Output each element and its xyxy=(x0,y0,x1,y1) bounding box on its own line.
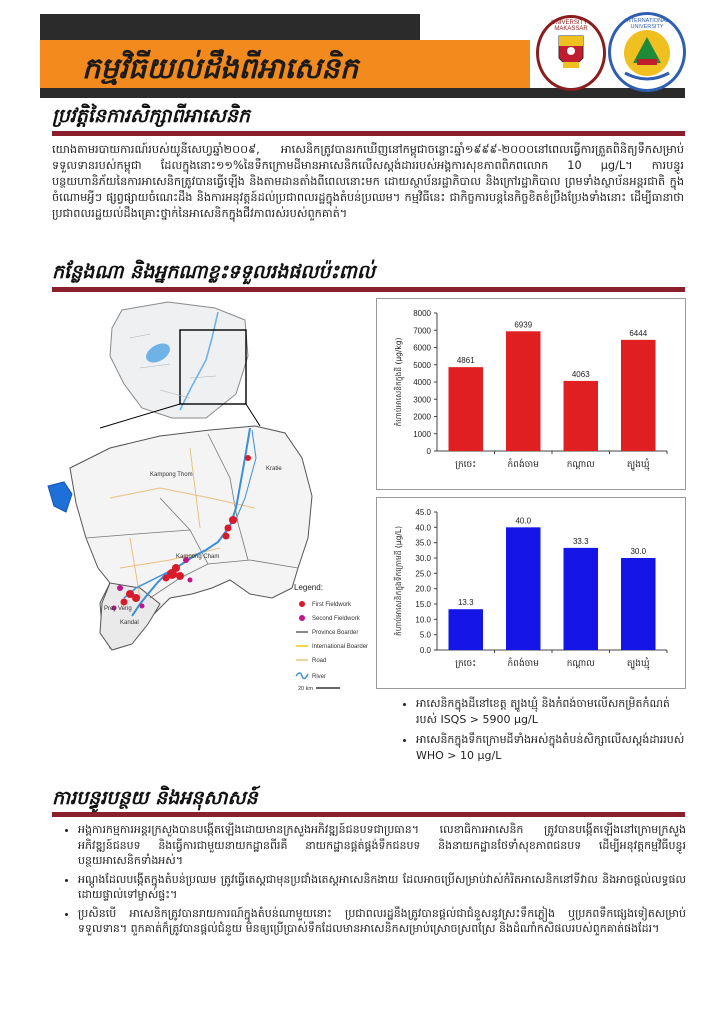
bar xyxy=(621,558,656,650)
y-tick-label: 4000 xyxy=(413,378,431,387)
bar xyxy=(621,340,656,451)
soil-arsenic-chart-svg xyxy=(377,299,685,489)
x-tick-label: កណ្តាល xyxy=(566,659,595,669)
label-kratie: Kratie xyxy=(266,466,282,472)
y-tick-label: 35.0 xyxy=(415,538,431,548)
label-kampong-cham: Kampong Cham xyxy=(176,554,220,560)
bar xyxy=(449,367,484,451)
groundwater-arsenic-chart-svg xyxy=(377,498,685,688)
label-kampong-thom: Kampong Thom xyxy=(150,472,193,478)
history-heading: ប្រវត្តិនៃការសិក្សាពីអាសេនិក xyxy=(52,105,250,127)
x-tick-label: កណ្តាល xyxy=(566,460,595,470)
main-province-map xyxy=(48,426,312,650)
bar xyxy=(564,548,599,650)
finding-groundwater: • អាសេនិកក្នុងទឹកក្រោមដីទាំងអស់ក្នុងតំបន់សិក្សាលើសស្តង់ដាររបស់ WHO > 10 μg/L xyxy=(416,732,686,764)
y-axis-label: កំហាប់អាសេនិកក្នុងដី (μg/kg) xyxy=(394,337,403,427)
bar xyxy=(506,331,541,451)
y-tick-label: 20.0 xyxy=(415,584,431,594)
legend-second-fieldwork: Second Fieldwork xyxy=(312,616,360,622)
y-tick-label: 8000 xyxy=(413,309,431,318)
y-tick-label: 30.0 xyxy=(415,554,431,563)
y-tick-label: 1000 xyxy=(413,429,431,439)
y-tick-label: 0.0 xyxy=(419,646,431,655)
legend-marker-first xyxy=(299,601,305,607)
legend-river: River xyxy=(312,674,327,680)
response-item: • អង្គការកម្មការអន្តរក្រសួងបានបង្កើតឡើងដោយមានក្រសួងអភិវឌ្ឍន៍ជនបទជាប្រធាន។ លេខាធិការអាសេនិក ត្រូវបានបង្កើតឡើងនៅក្រោមក្រសួងអភិវឌ្ឍន៍ជនបទ និងធ្វើការជាមួយនាយកដ្ឋានពីរគឺ នាយកដ្ឋានផ្គត់ផ្គង់ទឹកជនបទ និងនាយកដ្ឋានថែទាំសុខភាពជនបទ ដើម្បីអនុវត្តកម្មវិធីបន្ធូរបន្ថយអាសេនិកទាំងអស់។ xyxy=(78,822,686,869)
y-tick-label: 5.0 xyxy=(419,630,431,640)
response-list xyxy=(60,822,686,937)
response-rule xyxy=(52,812,685,817)
y-tick-label: 15.0 xyxy=(415,600,431,609)
bar-value-label: 4861 xyxy=(456,356,475,366)
legend-title: Legend: xyxy=(294,583,323,592)
map-legend xyxy=(294,583,368,680)
impact-rule xyxy=(52,287,685,292)
x-tick-label: កំពង់ចាម xyxy=(507,659,539,669)
legend-marker-river xyxy=(296,673,308,679)
temple-emblem-icon xyxy=(611,15,683,89)
header-dark-bar xyxy=(40,14,420,40)
y-tick-label: 6000 xyxy=(413,343,431,353)
legend-road: Road xyxy=(312,658,327,664)
bar-value-label: 33.3 xyxy=(572,536,589,546)
bar xyxy=(449,609,484,650)
response-item: • ប្រសិនបើ អាសេនិកត្រូវបានរាយការណ៍ក្នុងតំបន់ណាមួយនោះ ប្រជាពលរដ្ឋនឹងត្រូវបានផ្តល់ជាជំនួសនូវស្រះទឹកភ្លៀង ឬប្រភពទឹកផ្សេងទៀតសម្រាប់ទទួលទាន។ ពួកគាត់ក៏ត្រូវបានផ្តល់ជំនួយ មិនឲ្យប្រើប្រាស់ទឹកដែលមានអាសេនិកសម្រាប់ស្រោចស្រពស្រែ និងដំណាំកសិផលរបស់ពួកគាត់ផងដែរ។ xyxy=(78,906,686,937)
crest-icon xyxy=(539,18,603,88)
cambodia-inset-map xyxy=(110,302,248,418)
findings-list xyxy=(398,696,686,768)
legend-province-boarder: Province Boarder xyxy=(312,630,359,636)
label-kandal: Kandal xyxy=(120,620,139,626)
y-tick-label: 25.0 xyxy=(415,569,431,579)
groundwater-arsenic-chart xyxy=(376,497,686,689)
response-heading: ការបន្ធូរបន្ថយ និងអនុសាសន៍ xyxy=(52,787,258,809)
x-tick-label: ក្រចេះ xyxy=(455,659,477,669)
legend-marker-second xyxy=(299,615,305,621)
legend-first-fieldwork: First Fieldwork xyxy=(312,602,352,608)
bar-value-label: 13.3 xyxy=(457,598,474,608)
legend-international-boarder: International Boarder xyxy=(312,644,369,650)
x-tick-label: កំពង់ចាម xyxy=(507,460,539,470)
bar xyxy=(564,381,599,451)
scale-label: 20 km xyxy=(298,686,313,692)
response-item: • អណ្តូងដែលបង្កើតក្នុងតំបន់ប្រឈម ត្រូវធ្វើតេស្តជាមុនប្រជាំងតេស្តអាសេនិកងាយ ដែលអាចប្រើសម្រាប់វាស់កំរិតអាសេនិកនៅទីវាល និងអាចផ្តល់លទ្ធផលដោយផ្ទាល់ទៅម្ចាស់ផ្ទះ។ xyxy=(78,872,686,903)
y-axis-label: កំហាប់អាសេនិកក្នុងទឹកក្រោមដី (μg/L) xyxy=(394,525,403,637)
y-tick-label: 45.0 xyxy=(415,508,431,517)
bar-value-label: 40.0 xyxy=(515,516,532,526)
x-tick-label: ត្បូងឃ្មុំ xyxy=(626,460,650,470)
scale-bar xyxy=(298,686,340,692)
x-tick-label: ត្បូងឃ្មុំ xyxy=(626,659,650,669)
logo-right-text: INTERNATIONAL UNIVERSITY xyxy=(625,18,669,30)
study-area-map xyxy=(40,298,375,698)
y-tick-label: 3000 xyxy=(413,395,431,405)
y-tick-label: 7000 xyxy=(413,326,431,336)
y-tick-label: 5000 xyxy=(413,360,431,370)
bar-value-label: 6444 xyxy=(629,328,648,338)
page-title: កម្មវិធីយល់ដឹងពីអាសេនិក xyxy=(82,51,359,85)
bar-value-label: 30.0 xyxy=(630,547,647,556)
finding-soil: • អាសេនិកក្នុងដីនៅខេត្ត ត្បូងឃ្មុំ និងកំពង់ចាមលើសកម្រិតកំណត់របស់ ISQS > 5900 μg/L xyxy=(416,696,686,728)
soil-arsenic-chart xyxy=(376,298,686,490)
y-tick-label: 40.0 xyxy=(415,523,431,533)
logo-left-text: UNIVERSITY · MAKASSAR xyxy=(551,20,591,32)
y-tick-label: 0 xyxy=(426,447,431,456)
university-logo-left xyxy=(536,15,606,91)
x-tick-label: ក្រចេះ xyxy=(455,460,477,470)
history-paragraph: យោងតាមរបាយការណ៍របស់យូនីសេហ្វឆ្នាំ២០០៩, អាសេនិកត្រូវបានរកឃើញនៅកម្ពុជាចន្លោះឆ្នាំ១៩៩៩-២០០០នៅពេលធ្វើការត្រួតពិនិត្យទឹកសម្រាប់ទទួលទានរបស់កម្ពុជា ដែលក្នុងនោះ១១%នៃទឹកក្រោមដីមានអាសេនិកលើសស្តង់ដាររបស់អង្គការសុខភាពពិភពលោក 10 μg/L។ ការបន្ធូរបន្ថយហានិភ័យនៃការអាសេនិកត្រូវបានធ្វើឡើង និងតាមដានតាំងពីពេលនោះមក ដោយស្ថាប័នរដ្ឋាភិបាល និងក្រៅរដ្ឋាភិបាល ព្រមទាំងស្ថាប័នអន្តរជាតិ ក្នុងចំណោមអ្វីៗ ផ្សព្វផ្សាយចំណេះដឹង និងការអនុវត្តន៍ដល់ប្រជាពលរដ្ឋក្នុងតំបន់ប្រឈម។ កម្មវិធីនេះ ជាកិច្ចការបន្តនៃកិច្ចខិតខំប្រឹងប្រែងទាំងនោះ ដើម្បីធានាថាប្រជាពលរដ្ឋយល់ដឹងគ្រោះថ្នាក់នៃអាសេនិកក្នុងជីវភាពរស់របស់ពួកគាត់។ xyxy=(52,143,684,220)
history-rule xyxy=(52,131,685,136)
y-tick-label: 10.0 xyxy=(415,615,431,625)
bar-value-label: 6939 xyxy=(514,320,533,330)
impact-heading: កន្លែងណា និងអ្នកណាខ្លះទទួលរងផលប៉ះពាល់ xyxy=(52,261,375,283)
label-prey-veng: Prey Veng xyxy=(104,606,132,612)
university-logo-right xyxy=(608,12,686,92)
y-tick-label: 2000 xyxy=(413,412,431,422)
bar xyxy=(506,527,541,650)
bar-value-label: 4063 xyxy=(571,369,590,379)
